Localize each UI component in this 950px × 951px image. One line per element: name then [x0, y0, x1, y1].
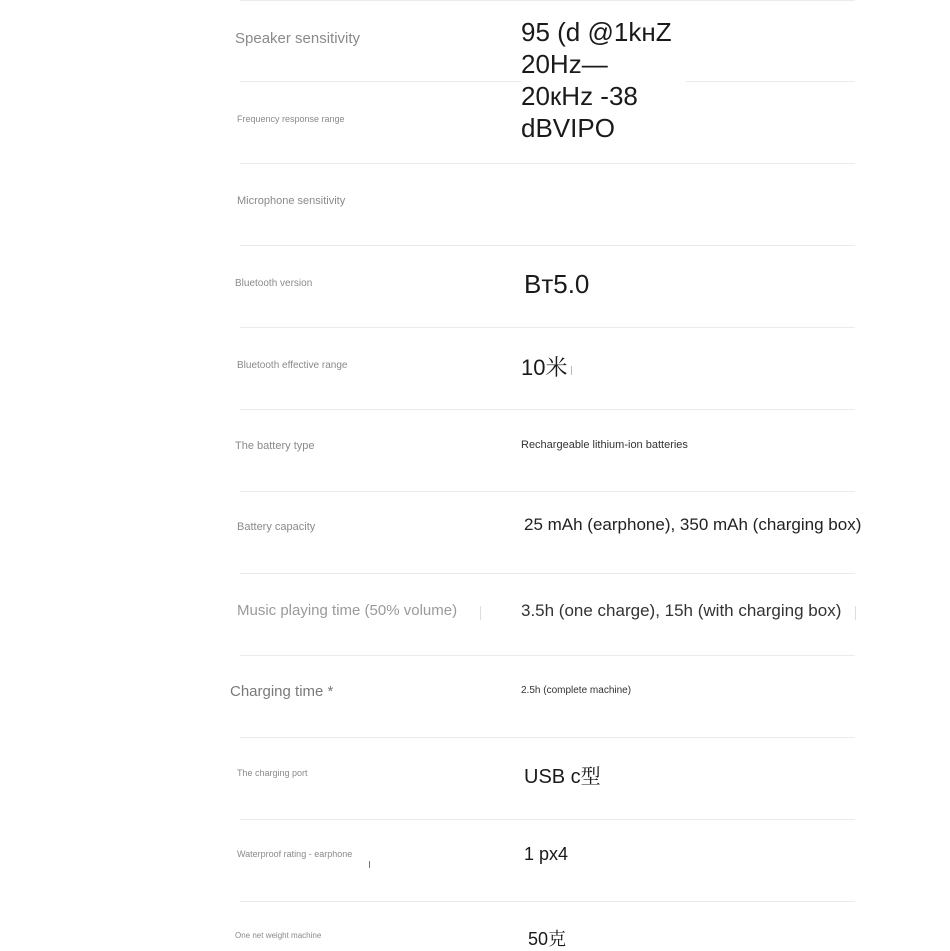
row-divider [240, 491, 855, 492]
music-playing-time-value: 3.5h (one charge), 15h (with charging box) [521, 601, 842, 620]
battery-capacity-label: Battery capacity [237, 521, 316, 533]
row-divider [240, 737, 855, 738]
row-divider [240, 163, 855, 164]
speaker-sensitivity-value [521, 16, 686, 144]
row-divider [240, 245, 855, 246]
bluetooth-range-value: 10米 [521, 355, 568, 380]
battery-type-value: Rechargeable lithium-ion batteries [521, 439, 688, 451]
frequency-response-range-label: Frequency response range [237, 114, 345, 124]
cursor-mark [480, 606, 481, 620]
row-divider [240, 819, 855, 820]
row-divider [240, 0, 855, 1]
cursor-mark [369, 861, 370, 868]
row-divider [240, 901, 855, 902]
waterproof-rating-label: Waterproof rating - earphone [237, 849, 353, 859]
speaker-sensitivity-line: 20кHz -38 [521, 81, 638, 111]
battery-capacity-value: 25 mAh (earphone), 350 mAh (charging box) [524, 515, 862, 534]
charging-port-label: The charging port [237, 768, 308, 778]
speaker-sensitivity-line: 95 (d @1kнZ [521, 17, 672, 47]
row-divider [240, 655, 855, 656]
net-weight-value: 50克 [528, 929, 567, 949]
bluetooth-range-label: Bluetooth effective range [237, 360, 348, 371]
row-divider [240, 573, 855, 574]
row-divider [240, 327, 855, 328]
charging-port-value: USB c型 [524, 766, 601, 788]
charging-time-value: 2.5h (complete machine) [521, 685, 632, 696]
charging-time-label: Charging time * [230, 683, 334, 700]
speaker-sensitivity-line: dBVIPO [521, 113, 615, 143]
row-divider [240, 409, 855, 410]
microphone-sensitivity-label: Microphone sensitivity [237, 195, 346, 207]
battery-type-label: The battery type [235, 440, 315, 452]
net-weight-label: One net weight machine [235, 931, 322, 940]
cursor-mark [571, 366, 572, 375]
speaker-sensitivity-line: 20Hz— [521, 49, 608, 79]
bluetooth-version-label: Bluetooth version [235, 278, 313, 289]
cursor-mark [855, 606, 856, 620]
waterproof-rating-value: 1 px4 [524, 844, 569, 864]
music-playing-time-label: Music playing time (50% volume) [237, 602, 458, 619]
bluetooth-version-value: Bт5.0 [524, 269, 590, 299]
speaker-sensitivity-label: Speaker sensitivity [235, 30, 361, 47]
